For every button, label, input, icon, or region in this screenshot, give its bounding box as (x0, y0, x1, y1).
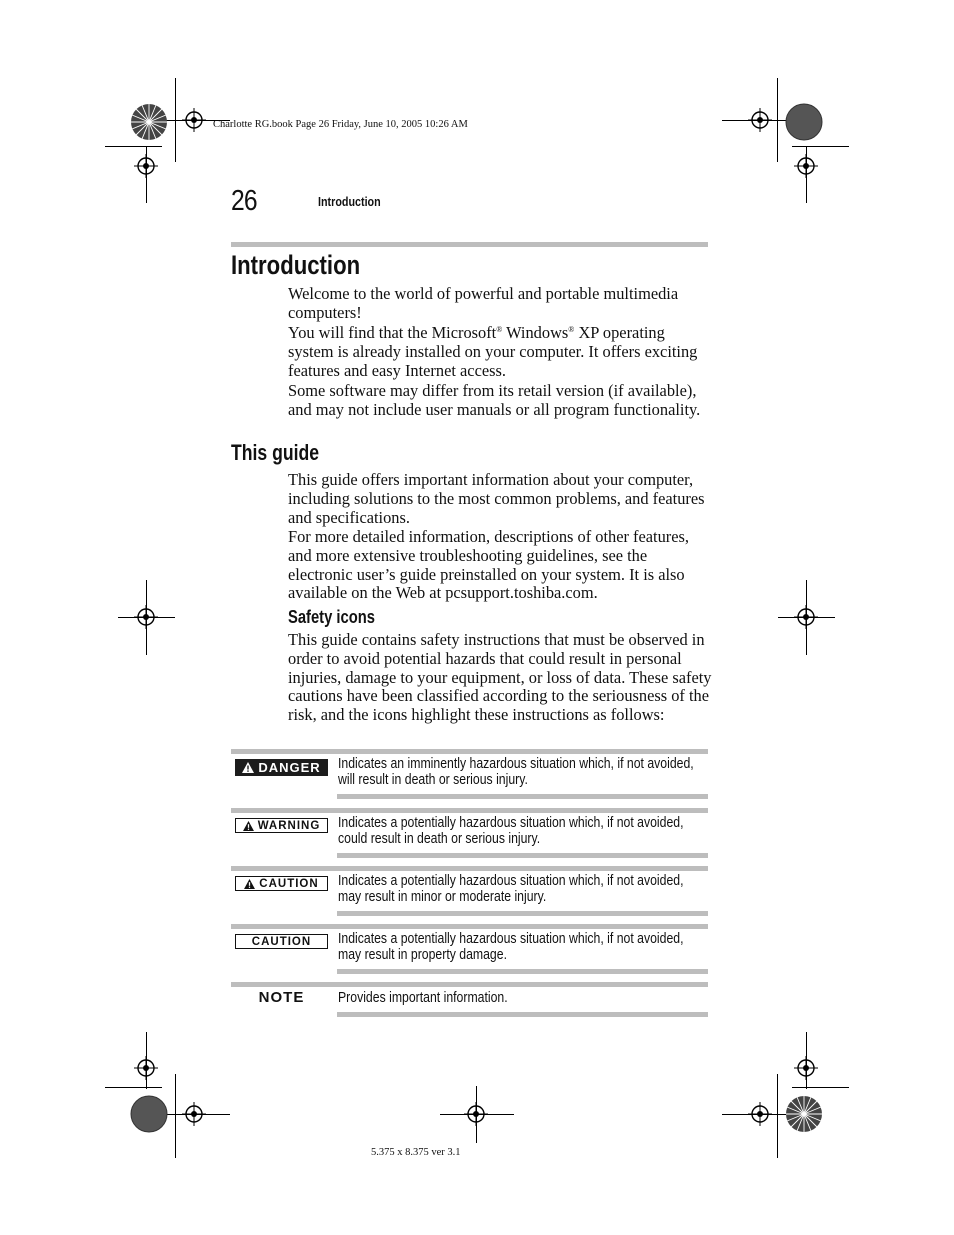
section-title: Introduction (231, 250, 361, 280)
intro-paragraph-1: Welcome to the world of powerful and portable multimedia computers! (288, 284, 679, 322)
file-info-header: Charlotte RG.book Page 26 Friday, June 10, 2005 10:26 AM (213, 119, 468, 130)
row-rule (231, 749, 708, 754)
intro-p2-text-1: You will find that the Microsoft (288, 323, 497, 342)
crop-line (777, 1074, 778, 1158)
intro-paragraph-3: Some software may differ from its retail version (if available), and may not include user manuals or all program functionality. (288, 381, 701, 419)
note-badge (235, 989, 328, 1005)
crop-line (792, 1087, 849, 1088)
guide-paragraph-2: For more detailed information, descriptions of other features, and more extensive troubleshooting guidelines, see the electronic user’s guide preinstalled on your system. It is also available on the Web at pcsupport.toshiba.com. (288, 527, 689, 603)
note-description: Provides important information. (338, 990, 508, 1006)
crosshair-target-icon (794, 605, 818, 629)
crosshair-target-icon (794, 1056, 818, 1080)
warning-label: WARNING (257, 819, 321, 832)
running-head: Introduction (318, 195, 381, 209)
caution-property-description: Indicates a potentially hazardous situation which, if not avoided, may result in property damage. (338, 931, 684, 963)
warning-badge (235, 818, 328, 833)
caution-badge (235, 876, 328, 891)
safety-row-warning (231, 808, 708, 862)
row-rule (231, 924, 708, 929)
gray-dial-icon (130, 1095, 168, 1133)
danger-badge (235, 759, 328, 776)
crop-line (792, 146, 849, 147)
crosshair-target-icon (134, 154, 158, 178)
danger-label: DANGER (258, 760, 321, 775)
crop-line (105, 146, 162, 147)
page-number: 26 (231, 185, 257, 217)
safety-intro-paragraph: This guide contains safety instructions that must be observed in order to avoid potential hazards that could result in personal injuries, damage to your equipment, or loss of data. These safety cautions have been classified according to the seriousness of the risk, and the icons highlight these instructions as follows: (288, 630, 712, 725)
crosshair-target-icon (134, 605, 158, 629)
row-rule (337, 794, 708, 799)
gray-dial-icon (785, 103, 823, 141)
safety-row-caution-injury (231, 866, 708, 920)
registered-mark: ® (568, 325, 575, 334)
row-rule (231, 866, 708, 871)
crosshair-target-icon (182, 1102, 206, 1126)
caution-plain-badge (235, 934, 328, 949)
caution-plain-label: CAUTION (251, 935, 312, 948)
crop-line (105, 1087, 162, 1088)
row-rule (337, 969, 708, 974)
starburst-dial-icon (785, 1095, 823, 1133)
row-rule (231, 808, 708, 813)
caution-injury-description: Indicates a potentially hazardous situation which, if not avoided, may result in minor or moderate injury. (338, 873, 684, 905)
note-label: NOTE (258, 988, 305, 1006)
intro-paragraph-2 (288, 324, 713, 380)
row-rule (337, 911, 708, 916)
section-rule (231, 242, 708, 247)
safety-row-caution-property (231, 924, 708, 978)
danger-description: Indicates an imminently hazardous situation which, if not avoided, will result in death or serious injury. (338, 756, 694, 788)
warning-triangle-icon (244, 879, 255, 889)
row-rule (337, 1012, 708, 1017)
intro-p2-text-2: Windows (502, 323, 569, 342)
guide-paragraph-1: This guide offers important information about your computer, including solutions to the most common problems, and features and specifications. (288, 470, 705, 527)
intro-p2-text-3: XP operating system is already installed on your computer. It offers exciting features and easy Internet access. (288, 323, 698, 380)
crosshair-target-icon (794, 154, 818, 178)
starburst-dial-icon (130, 103, 168, 141)
crosshair-target-icon (748, 108, 772, 132)
caution-label: CAUTION (259, 877, 319, 890)
row-rule (231, 982, 708, 987)
registered-mark: ® (496, 325, 503, 334)
subsection-title: This guide (231, 440, 319, 465)
safety-row-danger (231, 749, 708, 803)
crosshair-target-icon (748, 1102, 772, 1126)
warning-triangle-icon (243, 821, 254, 831)
warning-description: Indicates a potentially hazardous situation which, if not avoided, could result in death or serious injury. (338, 815, 684, 847)
crop-line (175, 1074, 176, 1158)
print-info-footer: 5.375 x 8.375 ver 3.1 (371, 1147, 461, 1158)
safety-row-note (231, 982, 708, 1022)
crosshair-target-icon (182, 108, 206, 132)
crosshair-target-icon (464, 1102, 488, 1126)
crosshair-target-icon (134, 1056, 158, 1080)
row-rule (337, 853, 708, 858)
warning-triangle-icon (242, 762, 254, 773)
safety-icons-title: Safety icons (288, 607, 375, 627)
